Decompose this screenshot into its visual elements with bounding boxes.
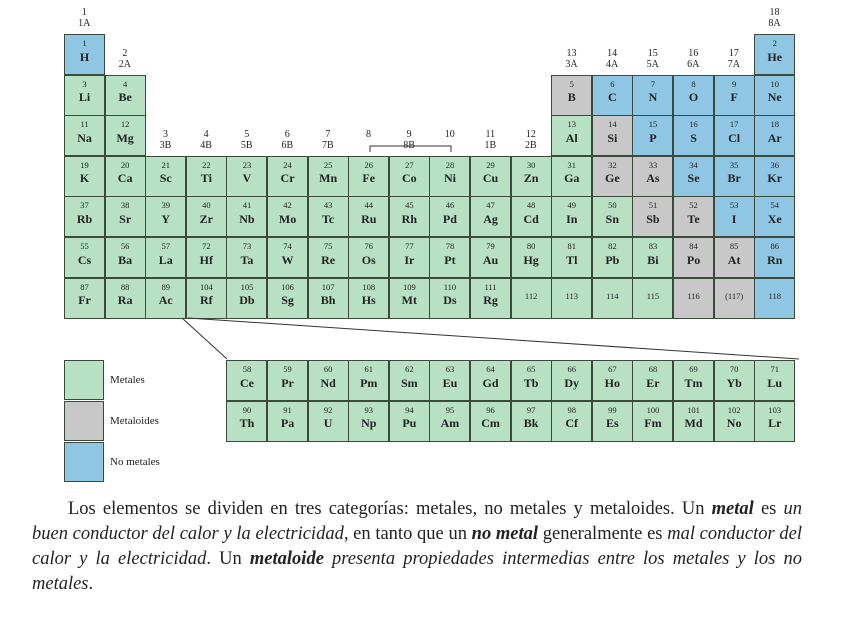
atomic-number: 60 <box>323 364 333 374</box>
element-symbol: Sg <box>281 293 294 308</box>
group-number: 11 <box>485 128 496 140</box>
element-symbol: In <box>566 211 578 226</box>
atomic-number: 30 <box>526 159 536 170</box>
element-symbol: Ar <box>767 130 782 145</box>
caption-term-metalloid: metaloide <box>249 549 324 569</box>
group-subtitle: 4A <box>605 58 619 70</box>
element-symbol: Cl <box>728 130 741 145</box>
atomic-number: 40 <box>202 200 211 211</box>
atomic-number: 97 <box>526 404 536 415</box>
element-symbol: Tm <box>684 375 703 390</box>
atomic-number: 91 <box>283 404 292 415</box>
legend-metal-label: Metales <box>110 374 145 386</box>
group-number: 16 <box>688 47 699 59</box>
atomic-number: 27 <box>405 159 414 170</box>
caption-text-1: Los elementos se dividen en tres categorías: metales, no metales y metaloides. Un <box>68 499 712 519</box>
element-symbol: Md <box>684 416 703 431</box>
atomic-number: 74 <box>283 241 292 251</box>
element-symbol: P <box>649 130 657 145</box>
atomic-number: 47 <box>486 200 495 211</box>
element-symbol: Os <box>361 252 376 267</box>
element-symbol: Sr <box>119 211 132 226</box>
element-symbol: Ba <box>118 252 133 267</box>
element-symbol: At <box>727 252 741 267</box>
atomic-number: 9 <box>732 78 737 89</box>
atomic-number: 49 <box>567 200 576 211</box>
element-symbol: K <box>79 171 90 186</box>
element-symbol: Ru <box>361 211 377 226</box>
group-number: 2 <box>122 47 128 59</box>
element-symbol: Yb <box>726 375 742 390</box>
atomic-number: 93 <box>364 404 373 415</box>
atomic-number: 52 <box>689 200 698 211</box>
atomic-number: 101 <box>687 404 700 415</box>
caption-text-6: . <box>88 574 94 594</box>
element-symbol: Sm <box>401 375 418 390</box>
atomic-number: 89 <box>161 281 170 292</box>
element-symbol: Po <box>686 252 701 267</box>
atomic-number: 118 <box>768 290 781 301</box>
element-symbol: Ca <box>117 171 133 186</box>
element-symbol: Ni <box>443 171 456 186</box>
group-subtitle: 5B <box>240 139 253 151</box>
atomic-number: 116 <box>687 290 700 301</box>
element-symbol: Cr <box>280 171 295 186</box>
atomic-number: 19 <box>80 159 89 170</box>
element-symbol: He <box>767 49 783 64</box>
element-symbol: Mt <box>401 293 417 308</box>
atomic-number: 54 <box>770 200 779 211</box>
atomic-number: 21 <box>161 159 170 170</box>
atomic-number: 86 <box>770 241 779 251</box>
element-symbol: Pm <box>360 375 378 390</box>
group-number: 9 <box>406 128 412 140</box>
atomic-number: 1 <box>82 38 87 48</box>
element-symbol: Np <box>361 416 377 431</box>
group-number: 7 <box>325 128 331 140</box>
atomic-number: 77 <box>405 241 414 251</box>
element-symbol: Au <box>482 252 499 267</box>
element-symbol: Li <box>78 90 91 105</box>
atomic-number: 113 <box>565 290 578 301</box>
group-number: 15 <box>647 47 658 59</box>
group-subtitle: 5A <box>646 58 659 70</box>
atomic-number: 114 <box>606 290 619 301</box>
group-subtitle: 3A <box>565 58 578 70</box>
atomic-number: 78 <box>445 241 455 251</box>
element-symbol: Pu <box>402 416 417 431</box>
element-symbol: Al <box>565 130 578 145</box>
atomic-number: 98 <box>567 404 576 415</box>
atomic-number: 76 <box>364 241 373 251</box>
element-symbol: Bh <box>320 293 336 308</box>
element-symbol: Eu <box>442 375 458 390</box>
element-symbol: Th <box>239 416 255 431</box>
element-symbol: Y <box>161 211 171 226</box>
atomic-number: 35 <box>729 159 739 170</box>
atomic-number: 23 <box>242 159 252 170</box>
legend-nonmetal-label: No metales <box>110 456 160 468</box>
atomic-number: 8 <box>691 78 696 89</box>
element-symbol: Sb <box>646 211 660 226</box>
atomic-number: 59 <box>283 364 292 374</box>
caption-italic-1: un buen conductor del calor y la electricidad, <box>32 499 802 544</box>
atomic-number: 108 <box>362 281 376 292</box>
atomic-number: 67 <box>608 364 617 374</box>
element-symbol: Cm <box>481 416 500 431</box>
atomic-number: 20 <box>120 159 130 170</box>
atomic-number: 106 <box>281 281 294 292</box>
group-number: 18 <box>769 7 780 18</box>
group-subtitle: 6A <box>687 58 700 70</box>
element-symbol: Ga <box>564 171 580 186</box>
element-symbol: Cs <box>77 252 92 267</box>
group-number: 10 <box>444 128 455 140</box>
atomic-number: 42 <box>283 200 292 211</box>
atomic-number: 73 <box>242 241 252 251</box>
atomic-number: 84 <box>689 241 698 251</box>
caption-text-4: generalmente es <box>538 524 668 544</box>
element-symbol: Cf <box>565 416 579 431</box>
8b-bracket <box>370 146 451 152</box>
atomic-number: 26 <box>364 159 373 170</box>
atomic-number: 7 <box>650 78 656 89</box>
atomic-number: 43 <box>323 200 333 211</box>
element-symbol: Hg <box>523 252 539 267</box>
group-subtitle: 7B <box>322 139 334 151</box>
group-number: 8 <box>366 128 371 140</box>
atomic-number: 25 <box>323 159 333 170</box>
caption-text-2: es <box>760 499 784 519</box>
group-subtitle: 6B <box>281 139 294 151</box>
atomic-number: 112 <box>524 290 538 301</box>
atomic-number: 64 <box>486 364 495 374</box>
element-symbol: Ce <box>239 375 254 390</box>
atomic-number: 94 <box>405 404 414 415</box>
element-symbol: Ac <box>158 293 173 308</box>
atomic-number: 24 <box>283 159 292 170</box>
group-number: 5 <box>244 128 250 140</box>
atomic-number: 36 <box>770 159 779 170</box>
atomic-number: 110 <box>443 281 457 292</box>
atomic-number: 13 <box>567 119 576 130</box>
atomic-number: 37 <box>80 200 89 211</box>
group-number: 4 <box>203 128 209 140</box>
caption-text-3: en tanto que un <box>348 524 472 544</box>
atomic-number: 92 <box>323 404 333 415</box>
group-number: 1 <box>81 7 87 18</box>
legend-metalloid-label: Metaloides <box>110 415 159 427</box>
atomic-number: 29 <box>486 159 495 170</box>
atomic-number: 11 <box>80 119 89 130</box>
atomic-number: 115 <box>646 290 660 301</box>
element-symbol: V <box>242 171 252 186</box>
atomic-number: 15 <box>648 119 658 130</box>
atomic-number: 95 <box>445 404 455 415</box>
atomic-number: 5 <box>569 78 574 89</box>
atomic-number: 41 <box>242 200 252 211</box>
atomic-number: 10 <box>770 78 779 89</box>
atomic-number: 103 <box>768 404 782 415</box>
element-symbol: Se <box>687 171 700 186</box>
atomic-number: 33 <box>648 159 658 170</box>
atomic-number: 51 <box>648 200 658 211</box>
group-subtitle: 1A <box>78 18 91 29</box>
element-symbol: Si <box>607 130 618 145</box>
atomic-number: 65 <box>526 364 536 374</box>
atomic-number: 3 <box>82 78 87 89</box>
atomic-number: 45 <box>405 200 414 211</box>
atomic-number: 87 <box>80 281 89 292</box>
element-symbol: Cu <box>482 171 499 186</box>
atomic-number: 83 <box>648 241 658 251</box>
element-symbol: N <box>648 90 658 105</box>
group-number: 6 <box>284 128 290 140</box>
atomic-number: 79 <box>486 241 495 251</box>
atomic-number: 96 <box>486 404 495 415</box>
atomic-number: 34 <box>689 159 698 170</box>
element-symbol: Na <box>77 130 92 145</box>
atomic-number: 55 <box>80 241 89 251</box>
group-number: 17 <box>728 47 739 59</box>
element-symbol: B <box>567 90 576 105</box>
element-symbol: Ds <box>443 293 457 308</box>
atomic-number: 82 <box>608 241 617 251</box>
atomic-number: 53 <box>729 200 739 211</box>
atomic-number: 50 <box>608 200 617 211</box>
element-symbol: Er <box>646 375 660 390</box>
atomic-number: 18 <box>770 119 779 130</box>
element-symbol: O <box>688 90 699 105</box>
element-symbol: S <box>690 130 697 145</box>
element-symbol: Sn <box>605 211 620 226</box>
atomic-number: 38 <box>120 200 130 211</box>
element-symbol: Ta <box>240 252 254 267</box>
caption-term-metal: metal <box>711 499 754 519</box>
caption-term-nonmetal: no metal <box>471 524 539 544</box>
element-symbol: Be <box>118 90 132 105</box>
atomic-number: 71 <box>770 364 779 374</box>
atomic-number: 70 <box>729 364 739 374</box>
atomic-number: 48 <box>526 200 536 211</box>
element-symbol: Fr <box>78 293 91 308</box>
group-subtitle: 1B <box>484 139 497 151</box>
element-symbol: Kr <box>767 171 783 186</box>
atomic-number: 88 <box>120 281 130 292</box>
element-symbol: H <box>79 49 90 64</box>
element-symbol: Mo <box>278 211 297 226</box>
atomic-number: 102 <box>727 404 741 415</box>
group-number: 14 <box>607 47 618 59</box>
atomic-number: 63 <box>445 364 455 374</box>
element-symbol: Rf <box>200 293 213 308</box>
atomic-number: 81 <box>567 241 576 251</box>
atomic-number: 56 <box>120 241 130 251</box>
atomic-number: 39 <box>161 200 170 211</box>
group-subtitle: 2A <box>118 58 131 70</box>
group-subtitle: 3B <box>159 139 172 151</box>
atomic-number: 68 <box>648 364 658 374</box>
atomic-number: 22 <box>202 159 211 170</box>
element-symbol: Pa <box>280 416 295 431</box>
element-symbol: Tl <box>566 252 578 267</box>
element-symbol: Pt <box>444 252 456 267</box>
caption-paragraph <box>32 497 802 597</box>
element-symbol: Nd <box>320 375 336 390</box>
atomic-number: (117) <box>725 290 744 301</box>
caption-italic-2: mal conductor del calor y la electricidad <box>32 524 802 569</box>
element-symbol: Bi <box>647 252 659 267</box>
element-symbol: Tb <box>523 375 539 390</box>
legend-metal-swatch <box>64 360 104 400</box>
atomic-number: 111 <box>484 281 497 292</box>
element-symbol: Br <box>727 171 741 186</box>
element-symbol: Xe <box>767 211 782 226</box>
element-symbol: Re <box>321 252 336 267</box>
atomic-number: 105 <box>240 281 254 292</box>
element-symbol: Ti <box>200 171 212 186</box>
atomic-number: 2 <box>772 38 777 48</box>
element-symbol: Mg <box>116 130 134 145</box>
group-subtitle: 8A <box>768 18 781 29</box>
element-symbol: Hf <box>199 252 214 267</box>
caption-text-5: . Un <box>206 549 250 569</box>
element-symbol: Cd <box>523 211 539 226</box>
atomic-number: 107 <box>321 281 335 292</box>
element-symbol: Ge <box>605 171 620 186</box>
element-symbol: Mn <box>319 171 338 186</box>
element-symbol: W <box>281 252 294 267</box>
element-symbol: Fe <box>362 171 376 186</box>
atomic-number: 104 <box>199 281 213 292</box>
element-symbol: Am <box>440 416 460 431</box>
element-symbol: Pr <box>281 375 294 390</box>
legend-metalloid-swatch <box>64 401 104 441</box>
atomic-number: 17 <box>729 119 739 130</box>
element-symbol: Zn <box>523 171 539 186</box>
caption-italic-3: presenta propiedades intermedias entre los metales y los no metales <box>32 549 802 594</box>
element-symbol: Pb <box>605 252 620 267</box>
atomic-number: 100 <box>646 404 660 415</box>
element-symbol: Dy <box>564 375 580 390</box>
atomic-number: 32 <box>608 159 617 170</box>
atomic-number: 85 <box>729 241 739 251</box>
atomic-number: 75 <box>323 241 333 251</box>
element-symbol: As <box>646 171 660 186</box>
element-symbol: No <box>726 416 742 431</box>
legend-nonmetal-swatch <box>64 442 104 482</box>
element-symbol: C <box>608 90 617 105</box>
atomic-number: 72 <box>202 241 211 251</box>
atomic-number: 80 <box>526 241 536 251</box>
group-number: 12 <box>525 128 536 140</box>
group-subtitle: 2B <box>525 139 537 151</box>
atomic-number: 109 <box>402 281 416 292</box>
element-symbol: U <box>323 416 333 431</box>
element-symbol: Lu <box>767 375 783 390</box>
atomic-number: 46 <box>445 200 455 211</box>
atomic-number: 57 <box>161 241 170 251</box>
atomic-number: 6 <box>610 78 615 89</box>
element-symbol: F <box>730 90 738 105</box>
atomic-number: 90 <box>242 404 252 415</box>
element-symbol: Rn <box>767 252 783 267</box>
atomic-number: 12 <box>120 119 130 130</box>
element-symbol: Sc <box>159 171 172 186</box>
element-symbol: Tc <box>322 211 335 226</box>
atomic-number: 44 <box>364 200 373 211</box>
element-symbol: Gd <box>482 375 499 390</box>
element-symbol: Fm <box>644 416 662 431</box>
element-symbol: Ra <box>117 293 133 308</box>
atomic-number: 66 <box>567 364 576 374</box>
atomic-number: 16 <box>689 119 698 130</box>
element-symbol: Ne <box>767 90 782 105</box>
atomic-number: 69 <box>689 364 698 374</box>
group-number: 3 <box>163 128 168 140</box>
group-subtitle: 7A <box>727 58 740 70</box>
element-symbol: Db <box>239 293 255 308</box>
element-symbol: Lr <box>768 416 782 431</box>
element-symbol: Bk <box>523 416 539 431</box>
element-symbol: Ho <box>604 375 621 390</box>
atomic-number: 62 <box>405 364 414 374</box>
atomic-number: 58 <box>242 364 252 374</box>
element-symbol: Ag <box>483 211 498 226</box>
element-symbol: Rh <box>401 211 418 226</box>
element-symbol: Zr <box>199 211 214 226</box>
element-symbol: Te <box>687 211 700 226</box>
element-symbol: I <box>731 211 737 226</box>
group-subtitle: 4B <box>200 139 212 151</box>
element-symbol: Hs <box>361 293 376 308</box>
atomic-number: 4 <box>123 78 128 89</box>
group-number: 13 <box>566 47 577 59</box>
atomic-number: 61 <box>364 364 373 374</box>
element-symbol: Es <box>606 416 619 431</box>
element-symbol: Nb <box>239 211 255 226</box>
atomic-number: 28 <box>445 159 455 170</box>
atomic-number: 31 <box>567 159 576 170</box>
group-subtitle: 8B <box>403 139 415 151</box>
element-symbol: La <box>158 252 173 267</box>
element-symbol: Rg <box>483 293 498 308</box>
element-symbol: Pd <box>442 211 457 226</box>
element-symbol: Co <box>402 171 417 186</box>
element-symbol: Rb <box>76 211 93 226</box>
element-symbol: Ir <box>404 252 415 267</box>
atomic-number: 99 <box>608 404 617 415</box>
atomic-number: 14 <box>608 119 617 130</box>
